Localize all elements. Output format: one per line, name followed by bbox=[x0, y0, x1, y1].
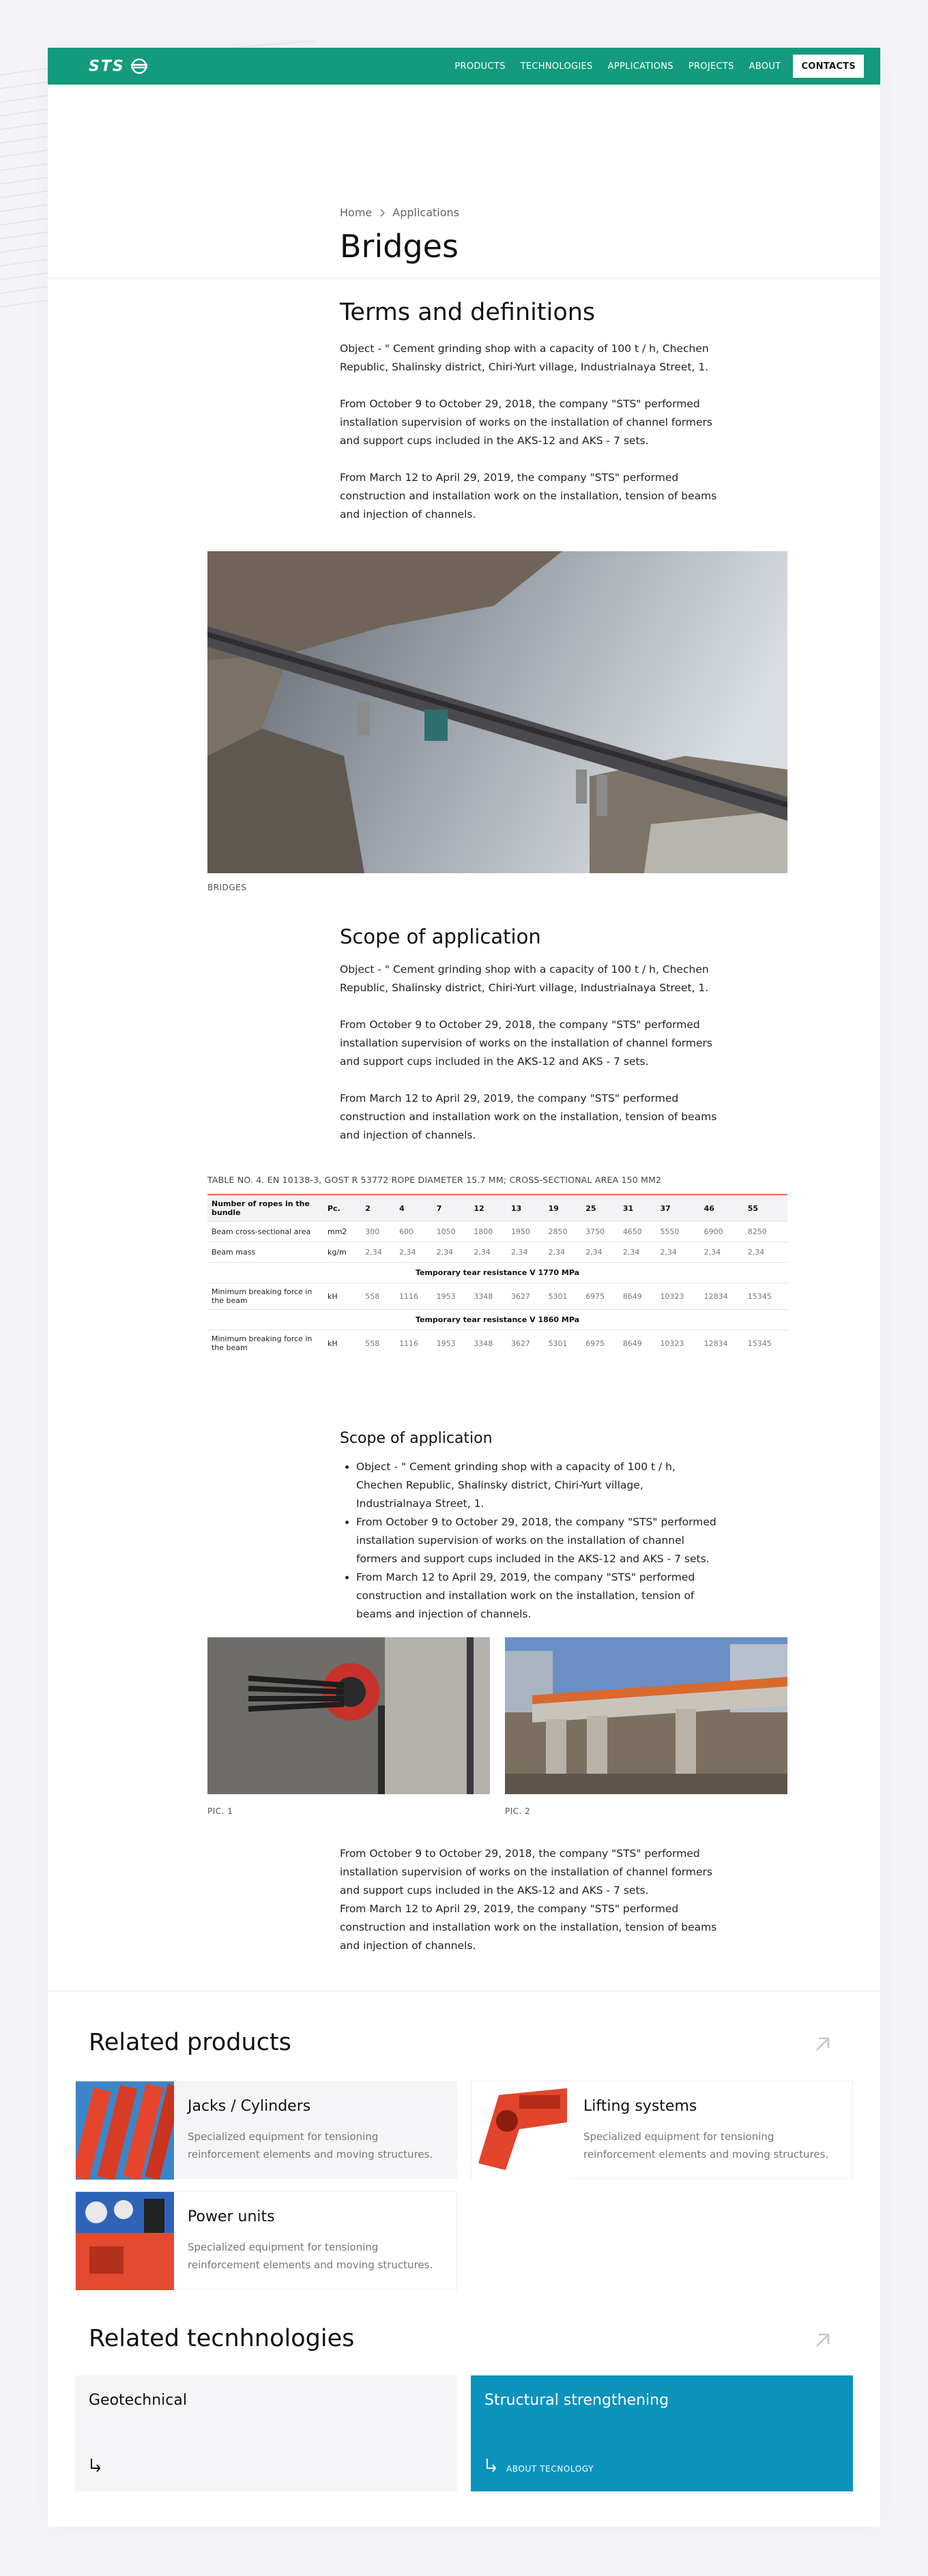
product-lifting-image bbox=[472, 2081, 570, 2180]
logo[interactable] bbox=[89, 57, 149, 75]
table-header-cell: Pc. bbox=[323, 1195, 361, 1222]
nav-projects[interactable]: PROJECTS bbox=[688, 61, 734, 72]
table-cell: 10323 bbox=[656, 1283, 699, 1310]
table-cell: 558 bbox=[361, 1330, 395, 1357]
table-cell: 1050 bbox=[433, 1222, 470, 1242]
table-header-cell: 31 bbox=[619, 1195, 656, 1222]
spec-table bbox=[207, 1195, 787, 1356]
terms-paragraph: From October 9 to October 29, 2018, the company "STS" performed installation supervision of works on the installation of channel formers and support cups included in the AKS-12 and AKS - 7 sets. bbox=[340, 398, 712, 447]
table-cell: 1116 bbox=[395, 1330, 433, 1357]
product-card-power[interactable] bbox=[75, 2191, 457, 2289]
table-group-label: Temporary tear resistance V 1860 MPa bbox=[207, 1310, 787, 1330]
nav-applications[interactable]: APPLICATIONS bbox=[607, 61, 673, 72]
page-container bbox=[48, 48, 880, 2527]
table-cell: 5550 bbox=[656, 1222, 699, 1242]
terms-section bbox=[340, 299, 722, 524]
table-header-cell: 7 bbox=[433, 1195, 470, 1222]
product-power-image bbox=[76, 2192, 174, 2290]
table-cell: mm2 bbox=[323, 1222, 361, 1242]
nav-about[interactable]: ABOUT bbox=[749, 61, 781, 72]
table-cell: 2,34 bbox=[433, 1242, 470, 1263]
table-cell: 558 bbox=[361, 1283, 395, 1310]
table-group-row bbox=[207, 1263, 787, 1283]
table-cell: 2,34 bbox=[656, 1242, 699, 1263]
bridge-photo-caption: BRIDGES bbox=[207, 883, 247, 892]
table-cell: 6975 bbox=[581, 1330, 619, 1357]
product-card-title: Lifting systems bbox=[583, 2098, 697, 2115]
table-row bbox=[207, 1222, 787, 1242]
arrow-down-right-icon bbox=[89, 2457, 102, 2472]
nav-products[interactable]: PRODUCTS bbox=[454, 61, 506, 72]
product-card-desc: Specialized equipment for tensioning reinforcement elements and moving structures. bbox=[188, 2241, 433, 2271]
list-item: Object - " Cement grinding shop with a capacity of 100 t / h, Chechen Republic, Shalinsky district, Chiri-Yurt village, Industrialnaya Street, 1. bbox=[340, 1458, 722, 1513]
table-cell: Beam mass bbox=[207, 1242, 323, 1263]
table-cell: 12834 bbox=[700, 1330, 744, 1357]
arrow-up-right-icon[interactable] bbox=[813, 2034, 832, 2053]
table-header-cell: 4 bbox=[395, 1195, 433, 1222]
list-item: From March 12 to April 29, 2019, the company "STS" performed construction and installation work on the installation, tension of beams and injection of channels. bbox=[340, 1568, 722, 1624]
table-cell: 2,34 bbox=[469, 1242, 507, 1263]
table-cell: 2,34 bbox=[545, 1242, 582, 1263]
product-card-title: Power units bbox=[188, 2208, 275, 2225]
arrow-up-right-icon[interactable] bbox=[813, 2330, 832, 2350]
product-card-desc: Specialized equipment for tensioning reinforcement elements and moving structures. bbox=[583, 2131, 829, 2161]
scope-section bbox=[340, 925, 722, 1145]
related-tech-title: Related tecnhnologies bbox=[89, 2325, 355, 2352]
table-cell: 2,34 bbox=[395, 1242, 433, 1263]
table-header-cell: 13 bbox=[507, 1195, 545, 1222]
scope-paragraph: Object - " Cement grinding shop with a capacity of 100 t / h, Chechen Republic, Shalinsky district, Chiri-Yurt village, Industrialnaya Street, 1. bbox=[340, 963, 709, 994]
table-cell: 12834 bbox=[700, 1283, 744, 1310]
breadcrumb-current[interactable]: Applications bbox=[392, 206, 459, 219]
table-header-cell: 55 bbox=[744, 1195, 787, 1222]
pic1-photo bbox=[207, 1637, 490, 1794]
table-header-row bbox=[207, 1195, 787, 1222]
table-header-cell: 19 bbox=[545, 1195, 582, 1222]
list-item: From October 9 to October 29, 2018, the company "STS" performed installation supervision of works on the installation of channel formers and support cups included in the AKS-12 and AKS - 7 sets. bbox=[340, 1513, 722, 1568]
table-cell: 15345 bbox=[744, 1283, 787, 1310]
closing-paragraph: From October 9 to October 29, 2018, the company "STS" performed installation supervision of works on the installation of channel formers and support cups included in the AKS-12 and AKS - 7 sets. bbox=[340, 1847, 712, 1897]
pic2-photo bbox=[505, 1637, 787, 1794]
table-header-cell: 25 bbox=[581, 1195, 619, 1222]
pic2-caption: PIC. 2 bbox=[505, 1806, 531, 1816]
table-group-label: Temporary tear resistance V 1770 MPa bbox=[207, 1263, 787, 1283]
table-cell: 3348 bbox=[469, 1330, 507, 1357]
table-cell: Minimum breaking force in the beam bbox=[207, 1283, 323, 1310]
nav-technologies[interactable]: TECHNOLOGIES bbox=[520, 61, 593, 72]
tech-card-title: Structural strengthening bbox=[484, 2392, 669, 2409]
terms-title: Terms and definitions bbox=[340, 299, 596, 326]
table-cell: 5301 bbox=[545, 1330, 582, 1357]
table-header-cell: Number of ropes in the bundle bbox=[207, 1195, 323, 1222]
table-header-cell: 2 bbox=[361, 1195, 395, 1222]
table-row bbox=[207, 1283, 787, 1310]
scope-paragraph: From March 12 to April 29, 2019, the company "STS" performed construction and installation work on the installation, tension of beams and injection of channels. bbox=[340, 1092, 717, 1141]
logo-globe-icon bbox=[129, 57, 149, 75]
table-cell: 3750 bbox=[581, 1222, 619, 1242]
breadcrumb-home[interactable]: Home bbox=[340, 206, 373, 219]
scope-list-title: Scope of application bbox=[340, 1430, 493, 1447]
nav-links bbox=[439, 55, 864, 78]
arrow-down-right-icon bbox=[484, 2457, 498, 2472]
product-card-title: Jacks / Cylinders bbox=[188, 2098, 311, 2115]
product-card-jacks[interactable] bbox=[75, 2081, 457, 2179]
scope-paragraph: From October 9 to October 29, 2018, the company "STS" performed installation supervision of works on the installation of channel formers and support cups included in the AKS-12 and AKS - 7 sets. bbox=[340, 1019, 712, 1068]
table-row bbox=[207, 1330, 787, 1357]
table-cell: 4650 bbox=[619, 1222, 656, 1242]
table-cell: 8649 bbox=[619, 1330, 656, 1357]
contacts-button[interactable]: CONTACTS bbox=[793, 55, 864, 78]
table-cell: 3627 bbox=[507, 1283, 545, 1310]
table-cell: 1950 bbox=[507, 1222, 545, 1242]
table-cell: 3348 bbox=[469, 1283, 507, 1310]
table-title: TABLE NO. 4. EN 10138-3, GOST R 53772 ROPE DIAMETER 15.7 MM; CROSS-SECTIONAL AREA 150 MM2 bbox=[207, 1175, 662, 1185]
table-cell: 1953 bbox=[433, 1330, 470, 1357]
page-title: Bridges bbox=[340, 228, 459, 265]
table-cell: 8649 bbox=[619, 1283, 656, 1310]
table-cell: 2,34 bbox=[581, 1242, 619, 1263]
table-cell: 8250 bbox=[744, 1222, 787, 1242]
product-jacks-image bbox=[76, 2081, 174, 2180]
pic1-caption: PIC. 1 bbox=[207, 1806, 233, 1816]
terms-paragraph: From March 12 to April 29, 2019, the company "STS" performed construction and installation work on the installation, tension of beams and injection of channels. bbox=[340, 471, 717, 521]
logo-text: STS bbox=[89, 57, 125, 75]
table-cell: 6900 bbox=[700, 1222, 744, 1242]
table-cell: 15345 bbox=[744, 1330, 787, 1357]
tech-card-geotechnical[interactable] bbox=[75, 2375, 457, 2491]
table-row bbox=[207, 1242, 787, 1263]
tech-card-structural[interactable] bbox=[471, 2375, 853, 2491]
table-cell: 600 bbox=[395, 1222, 433, 1242]
closing-paragraph: From March 12 to April 29, 2019, the company "STS" performed construction and installation work on the installation, tension of beams and injection of channels. bbox=[340, 1903, 717, 1952]
table-cell: 2,34 bbox=[507, 1242, 545, 1263]
table-cell: 2850 bbox=[545, 1222, 582, 1242]
related-products-title: Related products bbox=[89, 2029, 291, 2056]
table-cell: kH bbox=[323, 1283, 361, 1310]
table-cell: 300 bbox=[361, 1222, 395, 1242]
closing-section bbox=[340, 1845, 722, 1955]
table-header-cell: 37 bbox=[656, 1195, 699, 1222]
table-cell: Beam cross-sectional area bbox=[207, 1222, 323, 1242]
product-card-desc: Specialized equipment for tensioning reinforcement elements and moving structures. bbox=[188, 2131, 433, 2161]
table-cell: 2,34 bbox=[619, 1242, 656, 1263]
chevron-right-icon bbox=[379, 209, 386, 217]
scope-title: Scope of application bbox=[340, 925, 541, 948]
table-cell: 3627 bbox=[507, 1330, 545, 1357]
table-header-cell: 46 bbox=[700, 1195, 744, 1222]
breadcrumb bbox=[340, 206, 459, 219]
table-cell: 1953 bbox=[433, 1283, 470, 1310]
product-card-lifting[interactable] bbox=[471, 2081, 853, 2179]
table-cell: kH bbox=[323, 1330, 361, 1357]
table-group-row bbox=[207, 1310, 787, 1330]
table-header-cell: 12 bbox=[469, 1195, 507, 1222]
table-cell: 1800 bbox=[469, 1222, 507, 1242]
tech-card-title: Geotechnical bbox=[89, 2392, 187, 2409]
table-cell: 1116 bbox=[395, 1283, 433, 1310]
bridge-photo bbox=[207, 551, 787, 873]
table-cell: kg/m bbox=[323, 1242, 361, 1263]
table-cell: 2,34 bbox=[361, 1242, 395, 1263]
table-cell: 10323 bbox=[656, 1330, 699, 1357]
table-cell: 5301 bbox=[545, 1283, 582, 1310]
top-navbar bbox=[48, 48, 880, 85]
about-technology-link[interactable]: ABOUT TECNOLOGY bbox=[506, 2464, 594, 2474]
table-cell: 6975 bbox=[581, 1283, 619, 1310]
table-cell: 2,34 bbox=[744, 1242, 787, 1263]
table-cell: 2,34 bbox=[700, 1242, 744, 1263]
table-cell: Minimum breaking force in the beam bbox=[207, 1330, 323, 1357]
scope-bullet-list bbox=[340, 1458, 722, 1624]
scope-list-section bbox=[340, 1430, 722, 1624]
terms-paragraph: Object - " Cement grinding shop with a capacity of 100 t / h, Chechen Republic, Shalinsky district, Chiri-Yurt village, Industrialnaya Street, 1. bbox=[340, 342, 709, 373]
header-divider bbox=[48, 278, 880, 279]
